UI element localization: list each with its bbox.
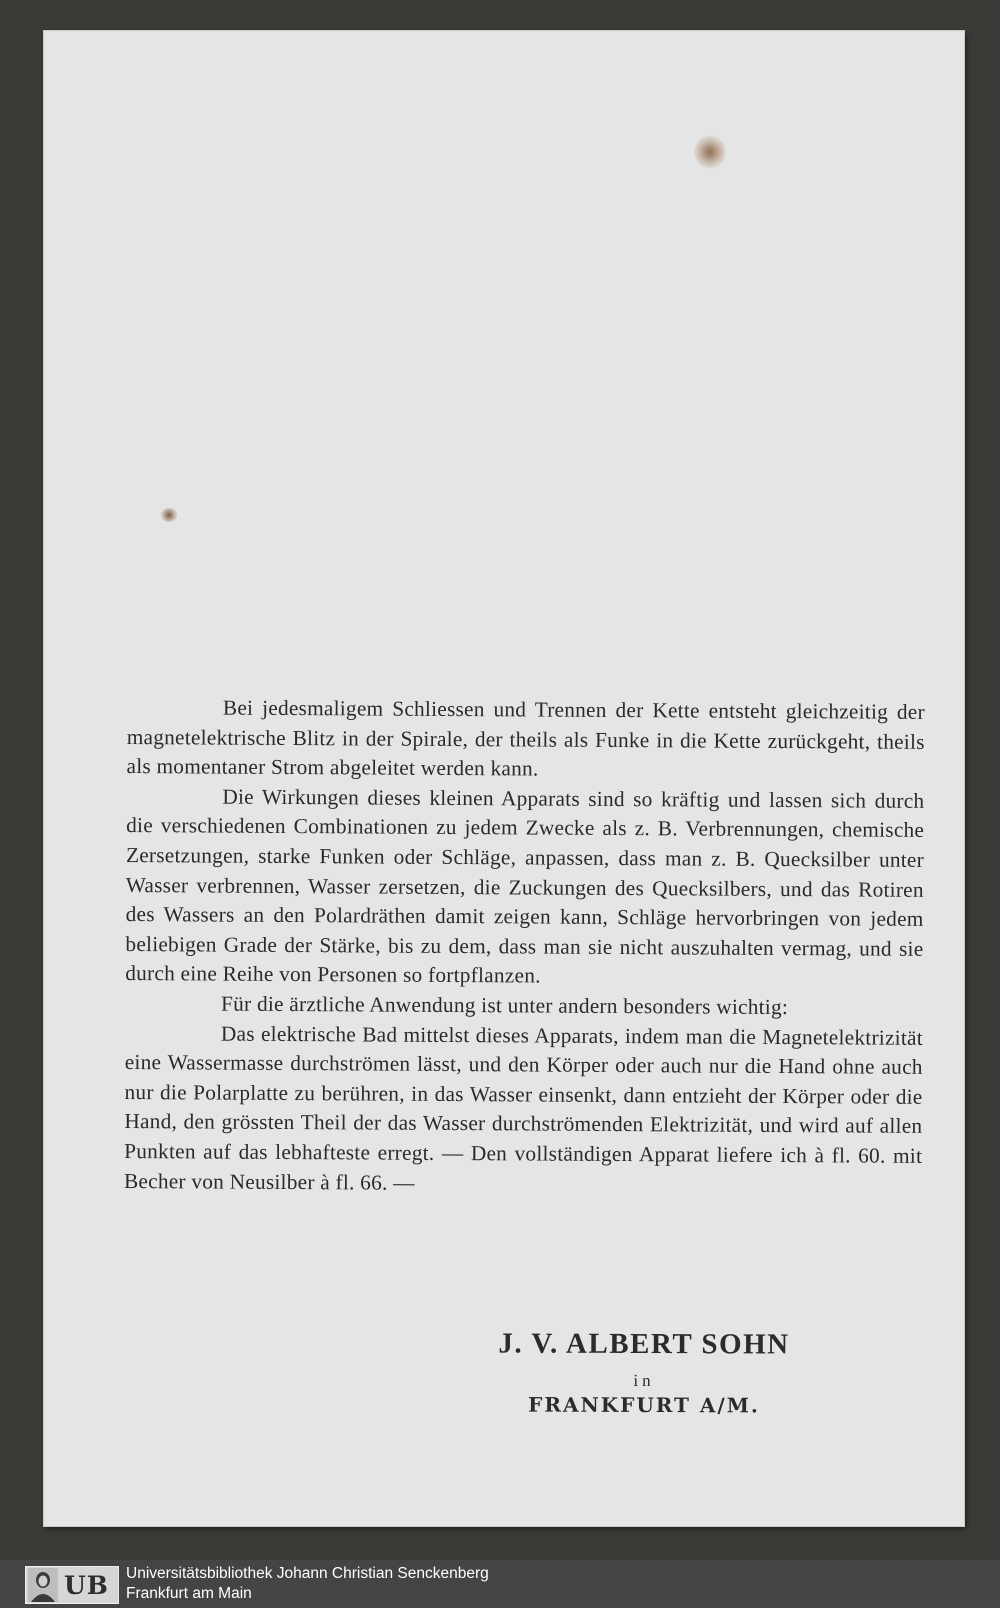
paragraph: Für die ärztliche Anwendung ist unter andern besonders wichtig: (221, 991, 789, 1019)
document-body (124, 693, 925, 1201)
logo-text: UB (64, 1570, 109, 1600)
paper-stain (161, 508, 177, 522)
document-page (44, 31, 964, 1526)
paper-stain (694, 135, 726, 169)
paragraph: Bei jedesmaligem Schliessen und Trennen der Kette entsteht gleichzeitig der magnetelektrische Blitz in der Spirale, der theils als Funke in die Kette zurückgeht, theils als momentaner Strom abgeleitet werden kann. (126, 695, 925, 781)
portrait-icon (28, 1568, 58, 1602)
paragraph: Das elektrische Bad mittelst dieses Apparats, indem man die Magnetelektrizität eine Wassermasse durchströmen lässt, und den Körper oder auch nur die Hand ohne auch nur die Polarplatte zu berühren, in das Wasser einsenkt, dann entzieht der Körper oder die Hand, den grössten Theil der das Wasser durchströmenden Elektrizität, und wird auf allen Punkten auf das lebhafteste erregt. — Den vollständigen Apparat liefere ich à fl. 60. mit Becher von Neusilber à fl. 66. — (123, 1021, 923, 1195)
paragraph: Die Wirkungen dieses kleinen Apparats sind so kräftig und lassen sich durch die verschiedenen Combinationen zu jedem Zwecke als z. B. Verbrennungen, chemische Zersetzungen, starke Funken oder Schläge, anpassen, dass man z. B. Quecksilber unter Wasser verbrennen, Wasser zersetzen, die Zuckungen des Quecksilbers, und das Rotiren des Wassers an den Polardräthen damit zeigen kann, Schläge hervorbringen von jedem beliebigen Grade der Stärke, bis zu dem, dass man sie nicht auszuhalten vermag, und sie durch eine Reihe von Personen so fortpflanzen. (125, 784, 925, 988)
signature-city: FRANKFURT A/M. (528, 1392, 760, 1418)
signature-in: in (633, 1370, 655, 1391)
signature-name: J. V. ALBERT SOHN (498, 1327, 790, 1361)
ub-logo[interactable] (25, 1566, 119, 1604)
library-name: Universitätsbibliothek Johann Christian Senckenberg (126, 1565, 489, 1582)
library-city: Frankfurt am Main (126, 1585, 252, 1602)
library-footer (0, 1560, 1000, 1608)
